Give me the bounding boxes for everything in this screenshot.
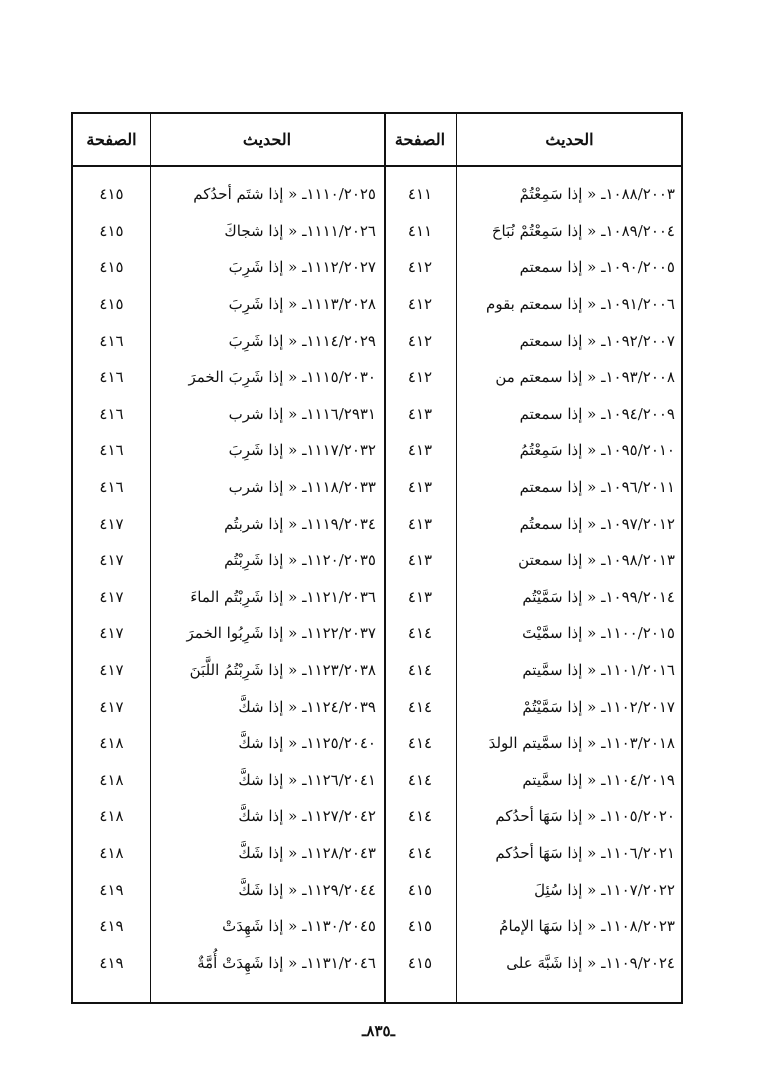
left-page-6: ٤١٦ [99, 368, 124, 387]
right-hadith-10: ١٠٩٧/٢٠١٢ـ « إذا سمعتُم [519, 514, 675, 533]
right-hadith-5: ١٠٩٢/٢٠٠٧ـ « إذا سمعتم [519, 331, 675, 350]
right-page-13: ٤١٤ [407, 624, 433, 643]
right-hadith-6: ١٠٩٣/٢٠٠٨ـ « إذا سمعتم من [495, 368, 675, 387]
left-hadith-3: ١١١٢/٢٠٢٧ـ « إذا شَرِبَ [228, 258, 376, 277]
right-hadith-column [456, 176, 679, 981]
left-hadith-14: ١١٢٣/٢٠٣٨ـ « إذا شَرِبْتُمُ اللَّبَنَ [189, 661, 376, 680]
left-page-18: ٤١٨ [99, 807, 124, 826]
left-page-17: ٤١٨ [99, 770, 124, 789]
left-hadith-4: ١١١٣/٢٠٢٨ـ « إذا شَرِبَ [228, 295, 376, 314]
left-page-column [73, 176, 150, 981]
right-page-5: ٤١٢ [407, 331, 433, 350]
right-hadith-4: ١٠٩١/٢٠٠٦ـ « إذا سمعتم بقوم [486, 295, 675, 314]
right-page-7: ٤١٣ [407, 404, 433, 423]
right-hadith-21: ١١٠٨/٢٠٢٣ـ « إذا سَهَا الإمامُ [499, 917, 675, 936]
left-page-15: ٤١٧ [99, 697, 124, 716]
left-hadith-16: ١١٢٥/٢٠٤٠ـ « إذا شكَّ [238, 734, 376, 753]
right-page-18: ٤١٤ [407, 807, 433, 826]
left-page-11: ٤١٧ [99, 551, 124, 570]
left-hadith-2: ١١١١/٢٠٢٦ـ « إذا شجاكَ [224, 221, 376, 240]
right-hadith-7: ١٠٩٤/٢٠٠٩ـ « إذا سمعتم [519, 404, 675, 423]
left-page-3: ٤١٥ [99, 258, 124, 277]
right-hadith-16: ١١٠٣/٢٠١٨ـ « إذا سمَّيتم الولدَ [488, 734, 675, 753]
right-page-19: ٤١٤ [407, 843, 433, 862]
right-hadith-header: الحديث [545, 130, 594, 149]
right-hadith-8: ١٠٩٥/٢٠١٠ـ « إذا سَمِعْتُمُ [519, 441, 675, 460]
right-page-9: ٤١٣ [407, 478, 433, 497]
right-hadith-14: ١١٠١/٢٠١٦ـ « إذا سمَّيتم [522, 661, 675, 680]
right-page-2: ٤١١ [407, 221, 433, 240]
right-hadith-1: ١٠٨٨/٢٠٠٣ـ « إذا سَمِعْتُمْ [519, 185, 675, 204]
right-page-header: الصفحة [394, 130, 446, 149]
left-page-21: ٤١٩ [99, 917, 124, 936]
left-hadith-7: ١١١٦/٢٩٣١ـ « إذا شرب [228, 404, 376, 423]
right-hadith-15: ١١٠٢/٢٠١٧ـ « إذا سَمَّيْتُمْ [522, 697, 675, 716]
right-page-4: ٤١٢ [407, 295, 433, 314]
left-hadith-10: ١١١٩/٢٠٣٤ـ « إذا شربتُم [224, 514, 376, 533]
right-page-20: ٤١٥ [407, 880, 433, 899]
left-hadith-5: ١١١٤/٢٠٢٩ـ « إذا شَرِبَ [228, 331, 376, 350]
left-hadith-17: ١١٢٦/٢٠٤١ـ « إذا شكَّ [238, 770, 376, 789]
right-page-6: ٤١٢ [407, 368, 433, 387]
right-page-17: ٤١٤ [407, 770, 433, 789]
page-number: ـ٨٣٥ـ [362, 1022, 395, 1040]
right-hadith-12: ١٠٩٩/٢٠١٤ـ « إذا سَمَّيْتُم [522, 587, 675, 606]
right-page-1: ٤١١ [407, 185, 433, 204]
right-hadith-9: ١٠٩٦/٢٠١١ـ « إذا سمعتم [519, 478, 675, 497]
left-hadith-19: ١١٢٨/٢٠٤٣ـ « إذا شَكَّ [238, 843, 376, 862]
left-page-19: ٤١٨ [99, 843, 124, 862]
left-hadith-1: ١١١٠/٢٠٢٥ـ « إذا شتَم أحدُكم [193, 185, 376, 204]
left-page-13: ٤١٧ [99, 624, 124, 643]
left-hadith-9: ١١١٨/٢٠٣٣ـ « إذا شرب [228, 478, 376, 497]
right-hadith-13: ١١٠٠/٢٠١٥ـ « إذا سمَّيْتَ [522, 624, 675, 643]
left-page-8: ٤١٦ [99, 441, 124, 460]
left-page-7: ٤١٦ [99, 404, 124, 423]
left-hadith-11: ١١٢٠/٢٠٣٥ـ « إذا شَرِبْتُم [224, 551, 376, 570]
left-hadith-6: ١١١٥/٢٠٣٠ـ « إذا شَرِبَ الخمرَ [188, 368, 376, 387]
left-hadith-15: ١١٢٤/٢٠٣٩ـ « إذا شكَّ [238, 697, 376, 716]
left-hadith-13: ١١٢٢/٢٠٣٧ـ « إذا شَرِبُوا الخمرَ [186, 624, 376, 643]
left-page-12: ٤١٧ [99, 587, 124, 606]
left-page-9: ٤١٦ [99, 478, 124, 497]
right-hadith-22: ١١٠٩/٢٠٢٤ـ « إذا شَبَّهَ على [506, 953, 675, 972]
right-page-11: ٤١٣ [407, 551, 433, 570]
right-page-8: ٤١٣ [407, 441, 433, 460]
left-hadith-column [150, 176, 380, 981]
right-page-3: ٤١٢ [407, 258, 433, 277]
left-page-14: ٤١٧ [99, 661, 124, 680]
left-hadith-header: الحديث [242, 130, 292, 149]
left-page-22: ٤١٩ [99, 953, 124, 972]
right-page-14: ٤١٤ [407, 661, 433, 680]
right-page-column [384, 176, 456, 981]
right-page-22: ٤١٥ [407, 953, 433, 972]
left-page-10: ٤١٧ [99, 514, 124, 533]
header-divider [73, 165, 681, 167]
left-page-4: ٤١٥ [99, 295, 124, 314]
left-page-2: ٤١٥ [99, 221, 124, 240]
left-hadith-22: ١١٣١/٢٠٤٦ـ « إذا شَهِدَتْ أُمَّةٌ [197, 953, 376, 972]
left-page-header: الصفحة [86, 130, 137, 149]
left-hadith-12: ١١٢١/٢٠٣٦ـ « إذا شَرِبْتُم الماءَ [190, 587, 376, 606]
left-page-16: ٤١٨ [99, 734, 124, 753]
right-hadith-2: ١٠٨٩/٢٠٠٤ـ « إذا سَمِعْتُمْ نُبَاحَ [491, 221, 675, 240]
index-table [71, 112, 683, 1004]
left-hadith-18: ١١٢٧/٢٠٤٢ـ « إذا شكَّ [238, 807, 376, 826]
right-hadith-3: ١٠٩٠/٢٠٠٥ـ « إذا سمعتم [519, 258, 675, 277]
right-page-12: ٤١٣ [407, 587, 433, 606]
right-page-21: ٤١٥ [407, 917, 433, 936]
right-page-10: ٤١٣ [407, 514, 433, 533]
right-hadith-18: ١١٠٥/٢٠٢٠ـ « إذا سَهَا أحدُكم [495, 807, 675, 826]
left-page-20: ٤١٩ [99, 880, 124, 899]
right-hadith-17: ١١٠٤/٢٠١٩ـ « إذا سمَّيتم [522, 770, 675, 789]
right-page-15: ٤١٤ [407, 697, 433, 716]
left-hadith-8: ١١١٧/٢٠٣٢ـ « إذا شَرِبَ [228, 441, 376, 460]
left-hadith-20: ١١٢٩/٢٠٤٤ـ « إذا شَكَّ [238, 880, 376, 899]
left-hadith-21: ١١٣٠/٢٠٤٥ـ « إذا شَهِدَتْ [222, 917, 376, 936]
right-hadith-20: ١١٠٧/٢٠٢٢ـ « إذا سُئِلَ [534, 880, 675, 899]
left-page-1: ٤١٥ [99, 185, 124, 204]
right-hadith-11: ١٠٩٨/٢٠١٣ـ « إذا سمعتن [518, 551, 675, 570]
right-page-16: ٤١٤ [407, 734, 433, 753]
left-page-5: ٤١٦ [99, 331, 124, 350]
right-hadith-19: ١١٠٦/٢٠٢١ـ « إذا سَهَا أحدُكم [495, 843, 675, 862]
